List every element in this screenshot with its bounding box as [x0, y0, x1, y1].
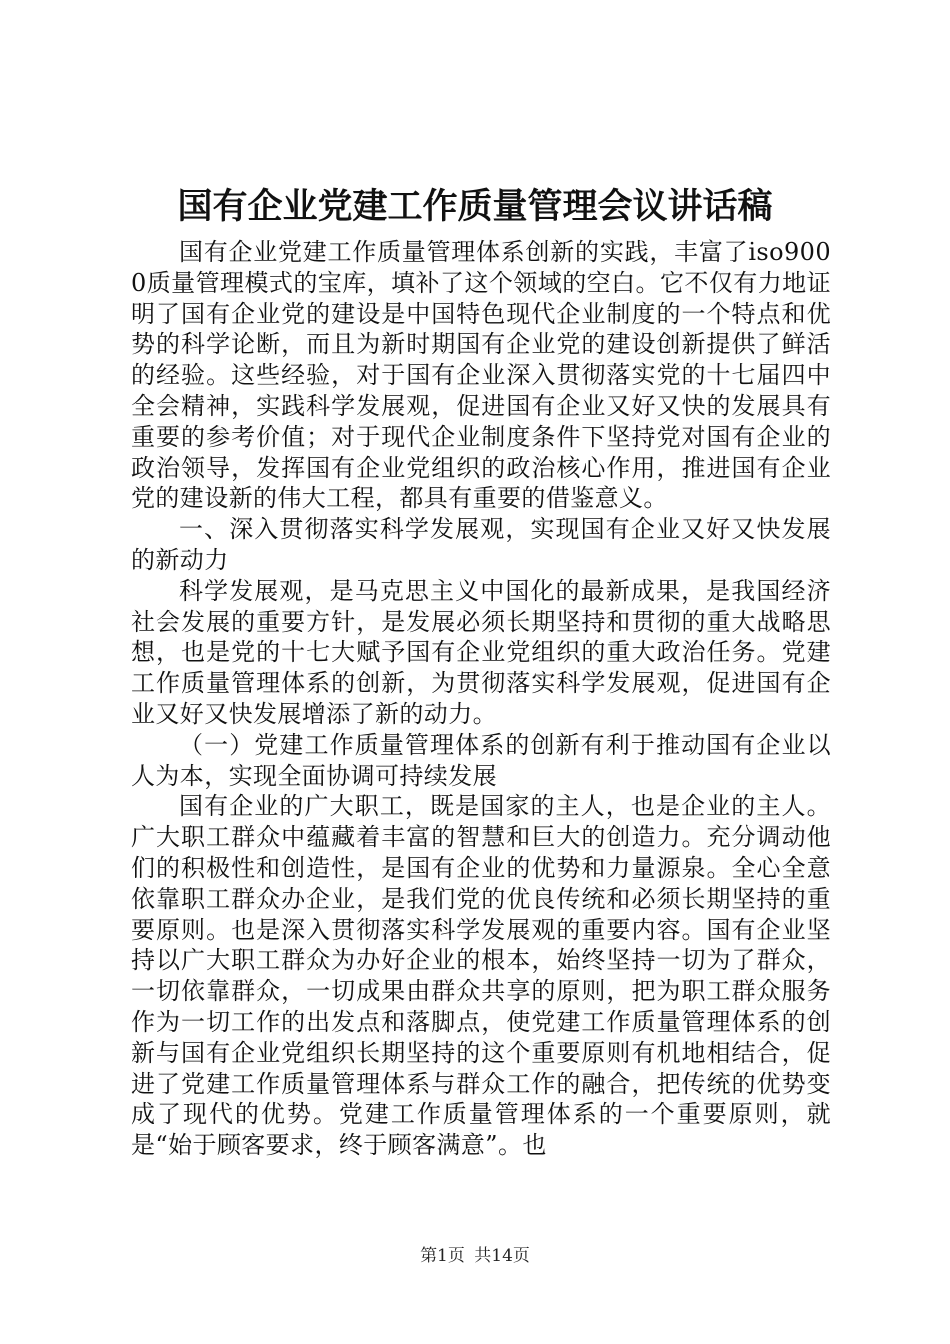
- page-footer: [0, 1244, 950, 1268]
- page-number: 第1页: [420, 1246, 465, 1266]
- paragraph-science-development: 科学发展观，是马克思主义中国化的最新成果，是我国经济社会发展的重要方针，是发展必须长期坚持和贯彻的重大战略思想，也是党的十七大赋予国有企业党组织的重大政治任务。党建工作质量管理体系的创新，为贯彻落实科学发展观，促进国有企业又好又快发展增添了新的动力。: [131, 576, 831, 728]
- subsection-heading-1: （一）党建工作质量管理体系的创新有利于推动国有企业以人为本，实现全面协调可持续发展: [131, 730, 831, 790]
- document-title: 国有企业党建工作质量管理会议讲话稿: [177, 186, 773, 227]
- page-total: 共14页: [474, 1246, 530, 1266]
- section-heading-1: 一、深入贯彻落实科学发展观，实现国有企业又好又快发展的新动力: [131, 515, 831, 574]
- paragraph-intro: 国有企业党建工作质量管理体系创新的实践，丰富了iso9000质量管理模式的宝库，填补了这个领域的空白。它不仅有力地证明了国有企业党的建设是中国特色现代企业制度的一个特点和优势的科学论断，而且为新时期国有企业党的建设创新提供了鲜活的经验。这些经验，对于国有企业深入贯彻落实党的十七届四中全会精神，实践科学发展观，促进国有企业又好又快的发展具有重要的参考价值；对于现代企业制度条件下坚持党对国有企业的政治领导，发挥国有企业党组织的政治核心作用，推进国有企业党的建设新的伟大工程，都具有重要的借鉴意义。: [131, 238, 831, 513]
- paragraph-workers: 国有企业的广大职工，既是国家的主人，也是企业的主人。广大职工群众中蕴藏着丰富的智慧和巨大的创造力。充分调动他们的积极性和创造性，是国有企业的优势和力量源泉。全心全意依靠职工群众办企业，是我们党的优良传统和必须长期坚持的重要原则。也是深入贯彻落实科学发展观的重要内容。国有企业坚持以广大职工群众为办好企业的根本，始终坚持一切为了群众，一切依靠群众，一切成果由群众共享的原则，把为职工群众服务作为一切工作的出发点和落脚点，使党建工作质量管理体系的创新与国有企业党组织长期坚持的这个重要原则有机地相结合，促进了党建工作质量管理体系与群众工作的融合，把传统的优势变成了现代的优势。党建工作质量管理体系的一个重要原则，就是“始于顾客要求，终于顾客满意”。也: [131, 792, 831, 1160]
- document-body: [131, 237, 831, 1161]
